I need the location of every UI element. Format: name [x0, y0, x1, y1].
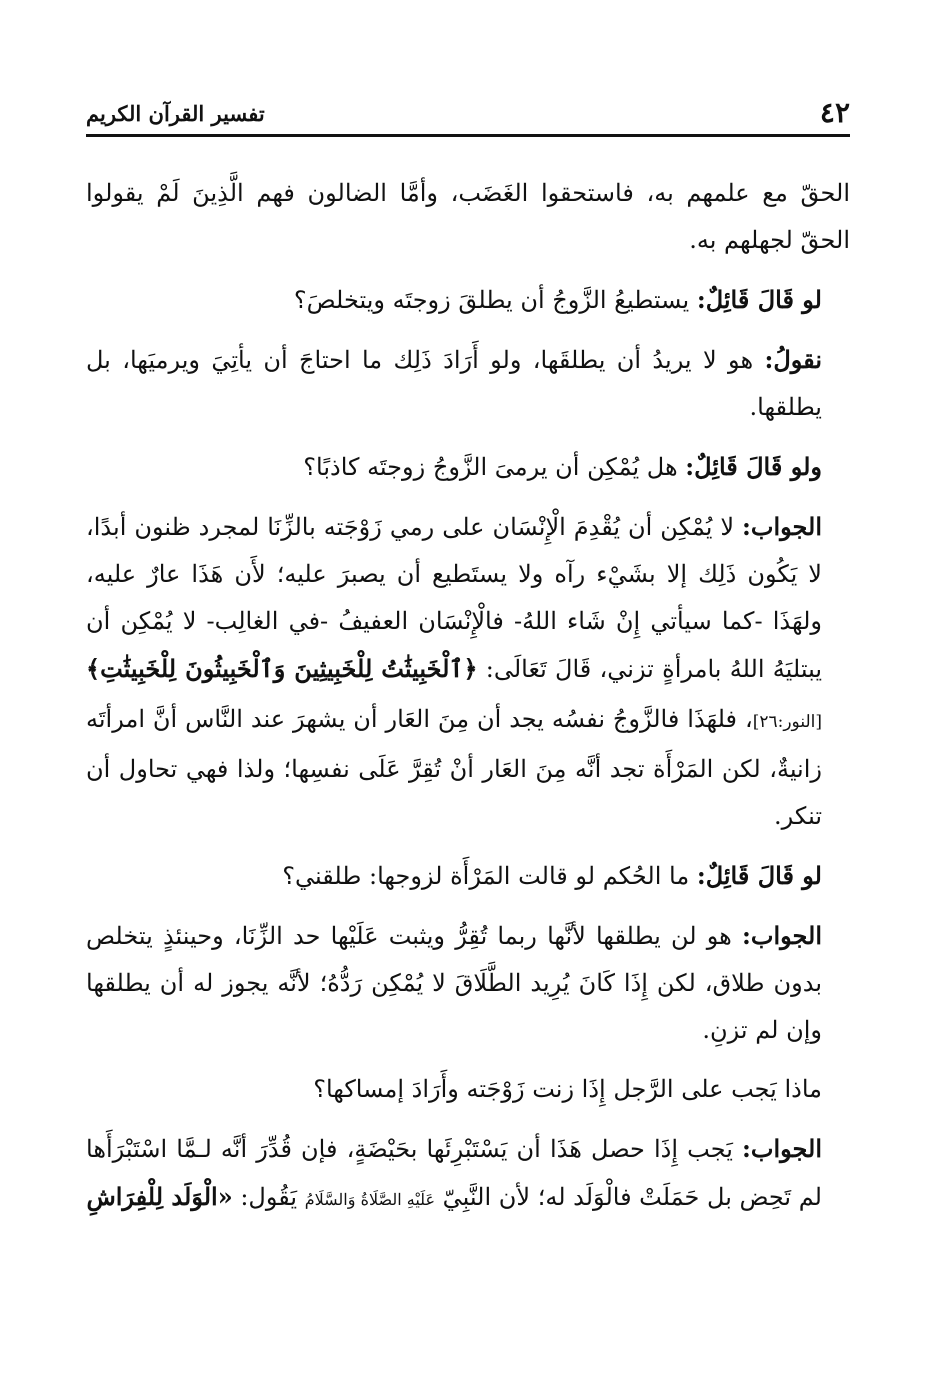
answer-lead: الجواب:	[742, 512, 822, 541]
header-divider	[86, 134, 850, 137]
book-title: تفسير القرآن الكريم	[86, 101, 265, 126]
paragraph-text: الحقّ مع علمهم به، فاستحقوا الغَضَب، وأمَّا الضالون فهم الَّذِينَ لَمْ يقولوا الحقّ لجهلهم به.	[86, 179, 850, 254]
honorific-phrase: عَلَيْهِ الصَّلَاةُ وَالسَّلَامُ	[304, 1190, 436, 1209]
answer-paragraph	[86, 336, 850, 431]
answer-paragraph	[86, 1125, 850, 1223]
paragraph-text-continued: يَقُول:	[232, 1183, 305, 1211]
quran-verse: ﴿ٱلْخَبِيثَٰتُ لِلْخَبِيثِينَ وَٱلْخَبِيثُونَ لِلْخَبِيثَٰتِ﴾	[86, 654, 478, 683]
question-paragraph	[86, 1066, 850, 1113]
paragraph-text: يَجب إِذَا حصل هَذَا أن يَسْتَبْرِئَها بحَيْضَةٍ، فإن قُدِّرَ أنَّه لـمَّا اسْتَبْرَأَها لم تَحِض بل حَمَلَتْ فالْوَلَد له؛ لأن النَّبِيّ	[86, 1135, 822, 1211]
paragraph-text: يستطيعُ الزَّوجُ أن يطلقَ زوجتَه ويتخلصَ؟	[293, 286, 697, 314]
question-paragraph	[86, 276, 850, 324]
page-header	[86, 96, 850, 136]
question-lead: لو قَالَ قَائِلٌ:	[696, 285, 822, 314]
answer-lead: الجواب:	[742, 1134, 822, 1163]
paragraph-text: هل يُمْكِن أن يرمىَ الزَّوجُ زوجتَه كاذبًا؟	[303, 453, 686, 481]
verse-reference: [النور:٢٦]	[752, 712, 822, 732]
answer-paragraph	[86, 912, 850, 1054]
page-number: ٤٢	[819, 96, 850, 129]
paragraph-text: ما الحُكم لو قالت المَرْأَة لزوجها: طلقني؟	[282, 862, 697, 890]
question-paragraph	[86, 443, 850, 491]
paragraph-text: ماذا يَجب على الرَّجل إِذَا زنت زَوْجَته وأَرَادَ إمساكها؟	[313, 1075, 822, 1103]
paragraph-text-continued: ، فلهَذَا فالزَّوجُ نفسُه يجد أن مِنَ العَار أن يشهرَ عند النَّاس أنَّ امرأتَه زانيةٌ، لكن المَرْأَة تجد أنَّه مِنَ العَار أنْ تُقِرَّ عَلَى نفسِها؛ ولذا فهي تحاول أن تنكر.	[86, 705, 822, 830]
page-body	[86, 170, 850, 1235]
paragraph-text: هو لن يطلقها لأنَّها ربما تُقِرُّ ويثبت عَلَيْها حد الزِّنَا، وحينئذٍ يتخلص بدون طلاق، لكن إِذَا كَانَ يُرِيد الطَّلَاقَ لا يُمْكِن رَدُّهُ؛ لأنَّه يجوز له أن يطلقها وإن لم تزنِ.	[86, 922, 822, 1044]
question-lead: لو قَالَ قَائِلٌ:	[696, 861, 822, 890]
paragraph-text: هو لا يريدُ أن يطلقَها، ولو أَرَادَ ذَلِك ما احتاجَ أن يأتِيَ ويرميَها، بل يطلقها.	[86, 346, 822, 421]
question-paragraph	[86, 852, 850, 900]
question-lead: ولو قَالَ قَائِلٌ:	[685, 452, 822, 481]
answer-lead: الجواب:	[742, 921, 822, 950]
answer-paragraph	[86, 503, 850, 840]
answer-lead: نقولُ:	[764, 345, 822, 374]
paragraph-continuation	[86, 170, 850, 264]
hadith-quote: «الْوَلَد لِلْفِرَاشِ	[86, 1182, 233, 1211]
paragraph-text: لا يُمْكِن أن يُقْدِمَ الْإِنْسَان على رمي زَوْجَته بالزِّنَا لمجرد ظنون أبدًا، لا يَكُون ذَلِك إلا بشَيْء رآه ولا يستَطيع أن يصبرَ عليه؛ لأَن هَذَا عارٌ عليه، ولهَذَا -كما سيأتي إِنْ شَاء اللهُ- فالْإِنْسَان العفيفُ -في الغالِب- لا يُمْكِن أن يبتليَهُ اللهُ بامرأةٍ تزني، قَالَ تَعَالَى:	[86, 513, 823, 683]
